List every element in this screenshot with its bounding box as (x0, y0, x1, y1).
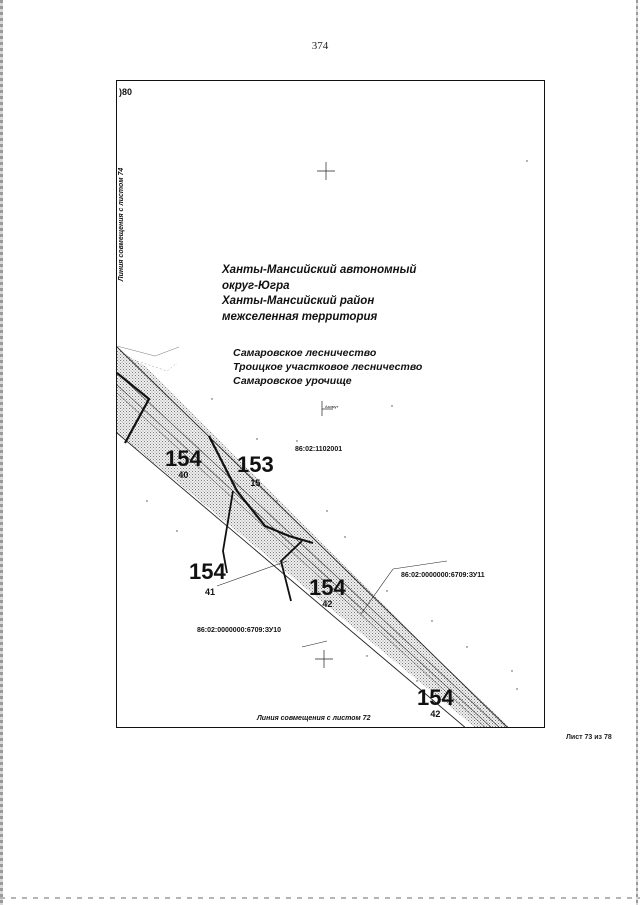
block-sub: 40 (178, 470, 189, 480)
region-line-2: округ-Югра (222, 279, 290, 292)
block-sub: 15 (250, 478, 261, 488)
region-line-4: межселенная территория (222, 310, 378, 323)
region-line-1: Ханты-Мансийский автономный (222, 264, 417, 276)
block-number: 154 (309, 575, 346, 600)
block-number: 153 (237, 452, 274, 477)
block-153-15 (237, 454, 274, 488)
corridor-upper (117, 349, 505, 728)
block-number: 154 (189, 559, 226, 584)
sheet-number-label: Лист 73 из 78 (566, 734, 612, 741)
cadastral-number-main: 86:02:1102001 (295, 446, 343, 453)
map-frame (116, 80, 545, 728)
scan-edge-left (0, 0, 3, 905)
block-154-42-b (417, 687, 454, 719)
left-join-line-label: Линия совмещения с листом 74 (118, 167, 126, 282)
compass-label: Азимут (325, 404, 339, 409)
block-154-40 (165, 448, 202, 480)
scan-edge-bottom (0, 897, 640, 899)
block-number: 154 (165, 446, 202, 471)
forestry-title (233, 346, 422, 388)
forestry-line-3: Самаровское урочище (233, 375, 352, 387)
cadastral-number-zu11: 86:02:0000000:6709:ЗУ11 (401, 572, 485, 579)
block-sub: 42 (322, 599, 333, 609)
region-title (222, 263, 416, 325)
block-154-41 (189, 561, 226, 597)
cadastral-number-zu10: 86:02:0000000:6709:ЗУ10 (197, 627, 281, 634)
corner-label: )80 (119, 87, 133, 97)
forestry-line-1: Самаровское лесничество (233, 347, 377, 359)
block-sub: 41 (205, 587, 216, 597)
crosshair-top (317, 162, 335, 180)
page-number: 374 (311, 40, 329, 52)
forestry-line-2: Троицкое участковое лесничество (233, 361, 423, 373)
block-154-42-a (309, 577, 346, 609)
scan-edge-right (636, 0, 638, 905)
crosshair-bottom (315, 650, 333, 668)
block-number: 154 (417, 685, 454, 710)
block-sub: 42 (430, 709, 441, 719)
region-line-3: Ханты-Мансийский район (222, 295, 375, 307)
bottom-join-line-label: Линия совмещения с листом 72 (257, 715, 371, 722)
